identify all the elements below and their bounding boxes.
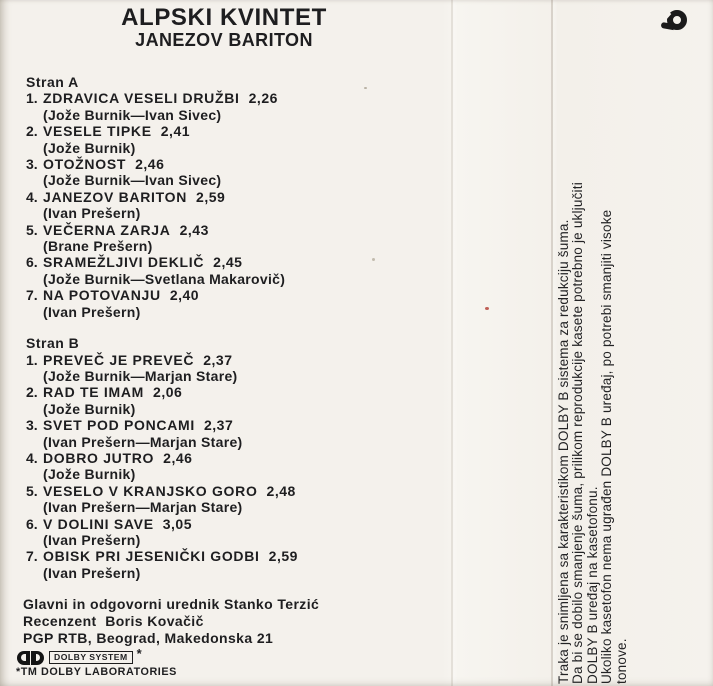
track-number: 7. — [26, 287, 38, 304]
track-duration: 2,46 — [163, 449, 193, 466]
spine-line: Da bi se dobilo smanjenje šuma, prilikom reprodukcije kasete potrebno je uključiti — [570, 182, 586, 684]
scan-speck — [372, 258, 375, 261]
fold-crease-spine — [551, 0, 553, 686]
track-number: 7. — [26, 548, 38, 565]
dolby-d-right-counter — [36, 654, 41, 661]
track-number: 5. — [26, 482, 38, 499]
track-credit: (Brane Prešern) — [43, 238, 153, 255]
dolby-d-right — [31, 651, 44, 665]
credit-line-editor: Glavni in odgovorni urednik Stanko Terzić — [23, 596, 320, 612]
track-title: SVET POD PONCAMI — [43, 417, 195, 434]
spiral-label-logo-icon — [661, 9, 687, 32]
track-number: 4. — [26, 449, 38, 466]
spine-line: Ukoliko kasetofon nema ugrađen DOLBY B uređaj, po potrebi smanjiti visoke — [599, 209, 615, 684]
track-list — [26, 74, 298, 581]
track-credit: (Ivan Prešern) — [43, 564, 141, 581]
track-credit: (Ivan Prešern—Marjan Stare) — [43, 499, 243, 516]
track-title: VESELE TIPKE — [43, 123, 152, 140]
track-credit: (Ivan Prešern) — [43, 303, 141, 320]
dolby-system-badge: DOLBY SYSTEM — [49, 651, 133, 665]
header — [96, 5, 352, 51]
track-title-line — [26, 548, 298, 564]
track-duration: 2,46 — [135, 156, 165, 173]
track-duration: 2,41 — [160, 123, 191, 140]
side-b — [26, 335, 298, 581]
track-number: 6. — [26, 515, 38, 532]
track-credit: (Jože Burnik—Svetlana Makarovič) — [43, 270, 286, 287]
track-duration: 2,48 — [266, 482, 296, 499]
track-number: 1. — [26, 351, 38, 368]
track-number: 2. — [26, 123, 38, 140]
track-duration: 2,40 — [169, 287, 200, 304]
track-credit: (Ivan Prešern) — [43, 531, 141, 548]
side-label: Stran A — [26, 74, 79, 90]
side-a — [26, 74, 298, 320]
track-duration: 2,43 — [179, 221, 209, 238]
track-title-line — [26, 156, 298, 172]
track-title: ZDRAVICA VESELI DRUŽBI — [43, 90, 240, 107]
track-title-line — [26, 287, 298, 303]
track-title-line — [26, 189, 298, 205]
track-credit: (Jože Burnik) — [43, 466, 136, 483]
track-duration: 2,59 — [196, 188, 226, 205]
track-duration: 2,26 — [248, 90, 278, 107]
dolby-d-left-counter — [21, 654, 26, 661]
track-title: RAD TE IMAM — [43, 384, 145, 401]
track-title-line — [26, 222, 298, 238]
track-duration: 2,06 — [153, 384, 183, 401]
track-duration: 2,45 — [213, 254, 243, 271]
track-title: DOBRO JUTRO — [43, 449, 155, 466]
track-number: 1. — [26, 90, 38, 107]
dolby-trademark-note: *TM DOLBY LABORATORIES — [16, 666, 177, 678]
track-number: 3. — [26, 417, 38, 434]
track-title: OBISK PRI JESENIČKI GODBI — [43, 548, 260, 565]
track-title: V DOLINI SAVE — [43, 515, 154, 532]
album-title: JANEZOV BARITON — [135, 30, 313, 50]
credit-line-publisher: PGP RTB, Beograd, Makedonska 21 — [23, 630, 274, 647]
track-number: 4. — [26, 188, 38, 205]
track-duration: 2,37 — [203, 351, 233, 368]
track-credit: (Jože Burnik—Ivan Sivec) — [43, 172, 222, 189]
track-credit: (Jože Burnik) — [43, 139, 136, 156]
track-title: JANEZOV BARITON — [43, 188, 188, 205]
track-title-line — [26, 90, 298, 106]
track-number: 6. — [26, 254, 38, 271]
dolby-logo-row — [17, 646, 142, 665]
track-title: VEČERNA ZARJA — [43, 221, 171, 238]
side-label: Stran B — [26, 335, 80, 352]
track-title-line — [26, 417, 298, 433]
track-title: VESELO V KRANJSKO GORO — [43, 482, 258, 499]
track-number: 2. — [26, 384, 38, 401]
credits-block — [23, 596, 319, 648]
track-title: SRAMEŽLJIVI DEKLIČ — [43, 254, 205, 271]
spine-line: DOLBY B uređaj na kasetofonu. — [584, 486, 600, 684]
track-credit: (Jože Burnik—Ivan Sivec) — [43, 106, 222, 123]
track-title-line — [26, 123, 298, 139]
track-title: NA POTOVANJU — [43, 287, 161, 304]
track-duration: 3,05 — [162, 515, 192, 532]
track-credit: (Jože Burnik) — [43, 400, 136, 417]
credit-line-reviewer: Recenzent Boris Kovačič — [23, 613, 204, 630]
track-credit: (Ivan Prešern) — [43, 205, 141, 222]
track-number: 3. — [26, 156, 38, 173]
track-title: PREVEČ JE PREVEČ — [43, 351, 195, 368]
print-speck-red — [485, 307, 489, 310]
spine-line: Traka je snimljena sa karakteristikom DOLBY B sistema za redukciju šuma. — [556, 219, 571, 684]
spine-line: tonove. — [613, 638, 629, 684]
track-duration: 2,59 — [268, 548, 298, 565]
album-artist-title: ALPSKI KVINTET — [121, 4, 327, 31]
track-title-line — [26, 516, 298, 532]
track-title: OTOŽNOST — [43, 156, 127, 173]
track-duration: 2,37 — [204, 417, 234, 434]
dolby-footnote-asterisk: * — [136, 646, 142, 661]
track-credit: (Jože Burnik—Marjan Stare) — [43, 367, 238, 384]
track-title-line — [26, 450, 298, 466]
dolby-d-left — [17, 651, 30, 665]
track-title-line — [26, 254, 298, 270]
scan-speck — [364, 87, 367, 89]
track-title-line — [26, 384, 298, 400]
track-title-line — [26, 352, 298, 368]
track-credit: (Ivan Prešern—Marjan Stare) — [43, 433, 243, 450]
track-title-line — [26, 483, 298, 499]
logo-tail — [661, 22, 675, 30]
track-number: 5. — [26, 221, 38, 238]
dolby-double-d-icon — [17, 651, 44, 665]
fold-crease-left — [451, 0, 453, 686]
spine-dolby-notice — [557, 44, 629, 684]
